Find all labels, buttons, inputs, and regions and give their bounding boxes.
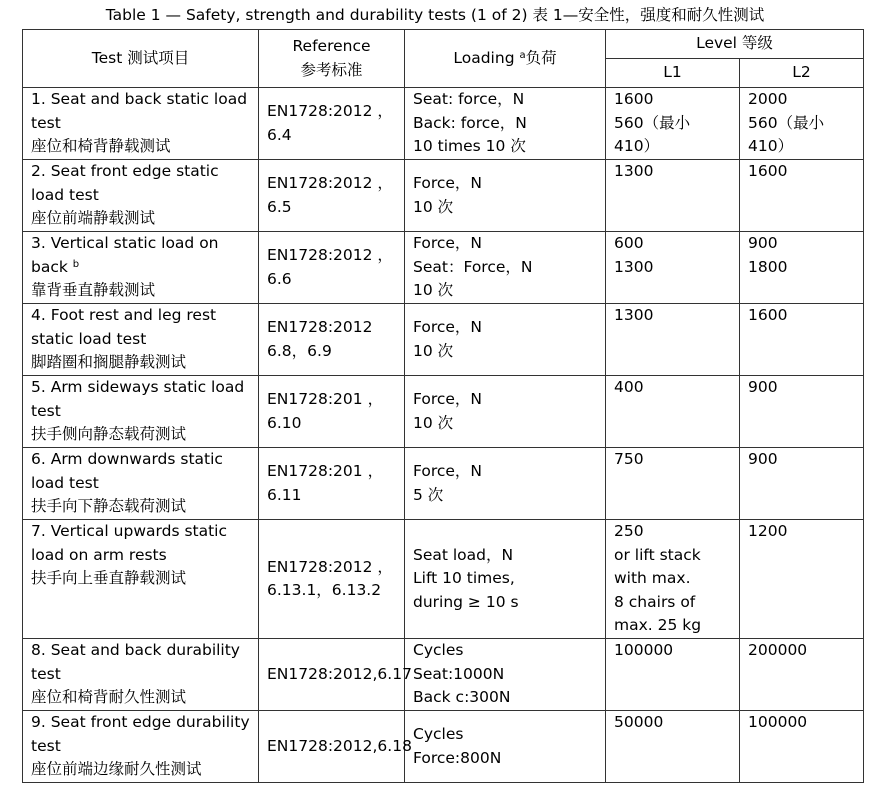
cell-level-l1 xyxy=(606,711,740,783)
cell-loading xyxy=(405,376,606,448)
table-row xyxy=(23,711,864,783)
loading-line: Force，N xyxy=(413,174,483,192)
cell-level-l1 xyxy=(606,88,740,160)
level-value: 600 xyxy=(614,234,644,252)
test-name-zh: 座位和椅背静载测试 xyxy=(31,137,171,155)
level-value: or lift stack xyxy=(614,545,701,564)
cell-reference: EN1728:2012 ， 6.13.1，6.13.2 xyxy=(259,520,405,639)
loading-line: Force:800N xyxy=(413,748,502,767)
loading-line: 5 次 xyxy=(413,485,444,504)
loading-line: Lift 10 times, xyxy=(413,569,515,588)
header-loading-en: Loading xyxy=(453,48,520,67)
test-name-zh: 座位和椅背耐久性测试 xyxy=(31,688,187,706)
level-value: 400 xyxy=(614,378,644,396)
level-value: 750 xyxy=(614,450,644,468)
cell-test-name xyxy=(23,448,259,520)
header-level: Level 等级 xyxy=(606,30,864,59)
cell-reference: EN1728:201 ， 6.10 xyxy=(259,376,405,448)
level-value: 2000 xyxy=(748,90,788,108)
cell-loading xyxy=(405,448,606,520)
level-value: 560（最小 410） xyxy=(748,113,825,155)
loading-line: Seat:1000N xyxy=(413,664,505,683)
level-value: 1300 xyxy=(614,306,654,324)
cell-loading xyxy=(405,88,606,160)
test-name-en: 9. Seat front edge durability test xyxy=(31,713,250,755)
level-value: max. 25 kg xyxy=(614,616,702,634)
header-loading xyxy=(405,30,606,88)
cell-level-l1 xyxy=(606,520,740,639)
loading-line: Back c:300N xyxy=(413,688,511,706)
test-name-en: 2. Seat front edge static load test xyxy=(31,162,219,204)
cell-level-l2 xyxy=(740,376,864,448)
cell-loading xyxy=(405,520,606,639)
level-value: 900 xyxy=(748,378,778,396)
level-value: 900 xyxy=(748,450,778,468)
cell-level-l2 xyxy=(740,520,864,639)
cell-reference: EN1728:2012 6.8，6.9 xyxy=(259,304,405,376)
level-value: 1300 xyxy=(614,162,654,180)
cell-level-l1 xyxy=(606,160,740,232)
header-reference xyxy=(259,30,405,88)
cell-reference: EN1728:2012 ， 6.5 xyxy=(259,160,405,232)
test-name-en: 6. Arm downwards static load test xyxy=(31,450,223,492)
cell-test-name xyxy=(23,160,259,232)
loading-line: Seat: force，N xyxy=(413,90,525,109)
loading-line: Cycles xyxy=(413,725,464,743)
level-value: 100000 xyxy=(614,641,674,659)
table-row xyxy=(23,376,864,448)
header-test: Test 测试项目 xyxy=(23,30,259,88)
level-value: 1300 xyxy=(614,257,654,276)
level-value: 560（最小 410） xyxy=(614,113,691,155)
test-name-zh: 扶手向上垂直静载测试 xyxy=(31,569,187,587)
header-l2: L2 xyxy=(740,59,864,88)
cell-level-l1 xyxy=(606,448,740,520)
cell-level-l1 xyxy=(606,304,740,376)
cell-level-l2 xyxy=(740,639,864,711)
loading-line: Force，N xyxy=(413,318,483,336)
loading-line: Force，N xyxy=(413,234,483,253)
cell-reference: EN1728:201 ， 6.11 xyxy=(259,448,405,520)
cell-reference: EN1728:2012 ， 6.4 xyxy=(259,88,405,160)
loading-line: Force，N xyxy=(413,462,483,480)
level-value: 200000 xyxy=(748,641,808,659)
cell-test-name xyxy=(23,520,259,639)
header-reference-en: Reference xyxy=(292,37,371,55)
cell-level-l2 xyxy=(740,160,864,232)
loading-line: Cycles xyxy=(413,641,464,659)
cell-level-l2 xyxy=(740,232,864,304)
safety-tests-table xyxy=(22,29,864,783)
test-name-en: 5. Arm sideways static load test xyxy=(31,378,245,420)
cell-test-name xyxy=(23,376,259,448)
loading-line: 10 次 xyxy=(413,197,454,216)
table-row xyxy=(23,88,864,160)
footnote-marker: b xyxy=(72,258,80,270)
table-caption: Table 1 — Safety, strength and durability tests (1 of 2) 表 1—安全性，强度和耐久性测试 xyxy=(105,6,765,24)
loading-line: Seat：Force，N xyxy=(413,257,533,276)
test-name-en: 3. Vertical static load on back $^b$ xyxy=(31,234,219,276)
loading-line: 10 times 10 次 xyxy=(413,137,526,156)
level-value: with max. xyxy=(614,569,691,587)
test-name-zh: 座位前端边缘耐久性测试 xyxy=(31,760,202,778)
cell-level-l2 xyxy=(740,88,864,160)
level-value: 250 xyxy=(614,522,644,540)
header-l1: L1 xyxy=(606,59,740,88)
table-row xyxy=(23,448,864,520)
test-name-en: 4. Foot rest and leg rest static load test xyxy=(31,306,217,348)
cell-loading xyxy=(405,711,606,783)
cell-level-l2 xyxy=(740,304,864,376)
cell-test-name xyxy=(23,88,259,160)
cell-loading xyxy=(405,639,606,711)
table-row xyxy=(23,639,864,711)
cell-test-name xyxy=(23,711,259,783)
test-name-en: 7. Vertical upwards static load on arm rests xyxy=(31,522,227,564)
cell-test-name xyxy=(23,304,259,376)
test-name-en: 1. Seat and back static load test xyxy=(31,90,248,132)
loading-line: Seat load，N xyxy=(413,545,514,564)
loading-line: 10 次 xyxy=(413,413,454,432)
level-value: 8 chairs of xyxy=(614,592,696,611)
test-name-zh: 脚踏圈和搁腿静载测试 xyxy=(31,353,187,371)
table-row xyxy=(23,520,864,639)
level-value: 100000 xyxy=(748,713,808,731)
loading-line: Force，N xyxy=(413,390,483,408)
level-value: 1600 xyxy=(748,162,788,180)
cell-loading xyxy=(405,160,606,232)
test-name-zh: 靠背垂直静载测试 xyxy=(31,281,156,299)
table-row xyxy=(23,160,864,232)
cell-reference: EN1728:2012,6.17 xyxy=(259,639,405,711)
cell-level-l1 xyxy=(606,232,740,304)
loading-line: 10 次 xyxy=(413,341,454,360)
footnote-a-marker: a xyxy=(519,49,526,61)
test-name-zh: 扶手向下静态载荷测试 xyxy=(31,497,187,515)
test-name-zh: 扶手侧向静态载荷测试 xyxy=(31,425,187,443)
cell-reference: EN1728:2012 ， 6.6 xyxy=(259,232,405,304)
loading-line: during ≥ 10 s xyxy=(413,592,519,611)
test-name-en: 8. Seat and back durability test xyxy=(31,641,240,683)
table-body xyxy=(23,88,864,783)
cell-level-l2 xyxy=(740,711,864,783)
level-value: 1600 xyxy=(614,90,654,108)
test-name-zh: 座位前端静载测试 xyxy=(31,209,156,227)
level-value: 50000 xyxy=(614,713,664,731)
level-value: 1800 xyxy=(748,257,788,276)
loading-line: 10 次 xyxy=(413,281,454,300)
cell-test-name xyxy=(23,639,259,711)
level-value: 900 xyxy=(748,234,778,252)
cell-reference: EN1728:2012,6.18 xyxy=(259,711,405,783)
cell-level-l2 xyxy=(740,448,864,520)
cell-level-l1 xyxy=(606,376,740,448)
level-value: 1600 xyxy=(748,306,788,324)
cell-loading xyxy=(405,232,606,304)
cell-level-l1 xyxy=(606,639,740,711)
header-loading-zh: 负荷 xyxy=(525,48,557,67)
header-reference-zh: 参考标准 xyxy=(300,60,363,79)
level-value: 1200 xyxy=(748,522,788,540)
table-row xyxy=(23,232,864,304)
table-row xyxy=(23,304,864,376)
cell-test-name xyxy=(23,232,259,304)
loading-line: Back: force，N xyxy=(413,113,527,132)
cell-loading xyxy=(405,304,606,376)
